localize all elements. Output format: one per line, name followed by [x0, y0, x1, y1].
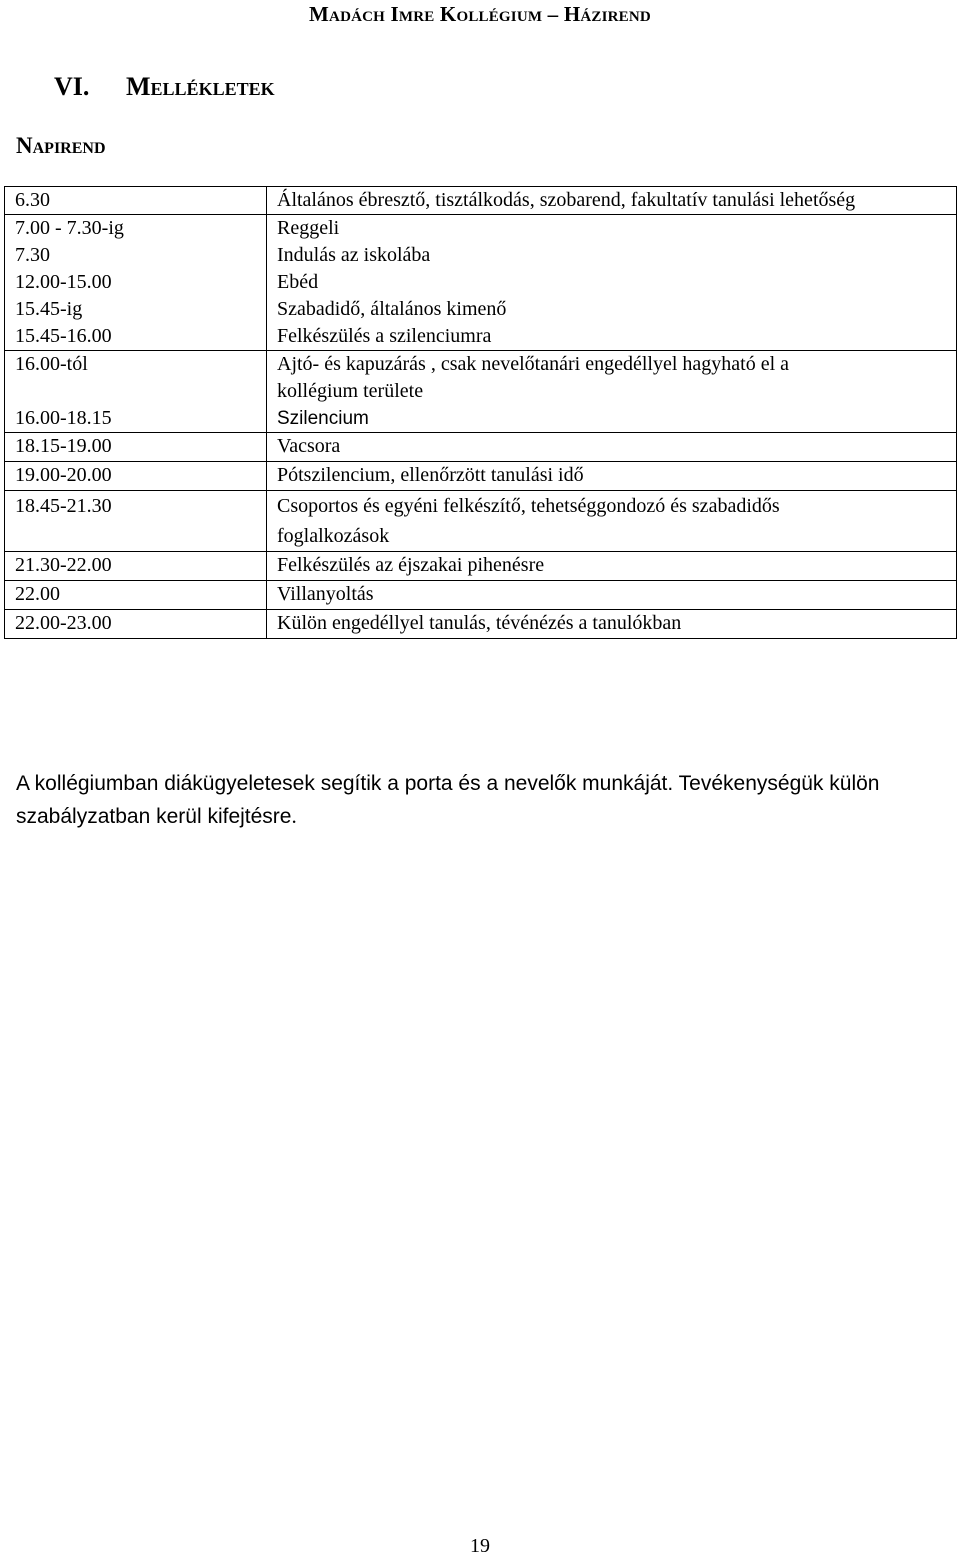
daily-schedule-table — [4, 186, 957, 639]
section-number: VI. — [54, 72, 90, 101]
table-row — [5, 187, 957, 215]
activity-cell — [267, 215, 957, 351]
time-cell: 18.45-21.30 — [5, 491, 267, 552]
table-row-group — [5, 351, 957, 433]
section-heading — [54, 72, 275, 102]
activity-entry-continued: kollégium területe — [277, 380, 424, 402]
running-header: Madách Imre Kollégium – Házirend — [309, 2, 651, 26]
activity-cell: Pótszilencium, ellenőrzött tanulási idő — [267, 462, 957, 491]
activity-cell: Felkészülés az éjszakai pihenésre — [267, 552, 957, 581]
footer-note — [16, 767, 951, 833]
time-entry: 7.00 - 7.30-ig — [15, 217, 124, 239]
time-cell — [5, 215, 267, 351]
activity-entry: Szilencium — [277, 408, 369, 429]
activity-entry: Ajtó- és kapuzárás , csak nevelőtanári engedéllyel hagyható el a — [277, 353, 790, 375]
activity-cell — [267, 351, 957, 433]
table-row-group — [5, 215, 957, 351]
page-number: 19 — [470, 1535, 490, 1557]
activity-cell: Villanyoltás — [267, 581, 957, 610]
time-entry: 16.00-tól — [15, 353, 88, 375]
table-row — [5, 610, 957, 639]
time-entry: 15.45-16.00 — [15, 325, 112, 347]
time-cell: 6.30 — [5, 187, 267, 215]
activity-cell: Általános ébresztő, tisztálkodás, szobarend, fakultatív tanulási lehetőség — [267, 187, 957, 215]
table-row — [5, 462, 957, 491]
table-row — [5, 491, 957, 552]
time-cell: 22.00-23.00 — [5, 610, 267, 639]
time-cell: 22.00 — [5, 581, 267, 610]
time-cell: 18.15-19.00 — [5, 433, 267, 462]
time-entry: 7.30 — [15, 244, 50, 266]
time-cell: 21.30-22.00 — [5, 552, 267, 581]
table-row — [5, 433, 957, 462]
activity-entry: Reggeli — [277, 217, 340, 239]
time-entry: 16.00-18.15 — [15, 407, 112, 429]
activity-entry: Ebéd — [277, 271, 319, 293]
time-entry: 15.45-ig — [15, 298, 83, 320]
section-title: Mellékletek — [126, 72, 275, 101]
footer-note-period: . — [291, 804, 297, 828]
table-row — [5, 552, 957, 581]
activity-cell: Csoportos és egyéni felkészítő, tehetséggondozó és szabadidős foglalkozások — [267, 491, 957, 552]
time-cell: 19.00-20.00 — [5, 462, 267, 491]
activity-entry: Indulás az iskolába — [277, 244, 431, 266]
footer-note-text: A kollégiumban diákügyeletesek segítik a porta és a nevelők munkáját. Tevékenységük külön szabályzatban kerül kifejtésre — [16, 772, 880, 828]
table-row — [5, 581, 957, 610]
schedule-heading: Napirend — [16, 133, 106, 158]
activity-cell: Vacsora — [267, 433, 957, 462]
time-entry: 12.00-15.00 — [15, 271, 112, 293]
activity-entry: Felkészülés a szilenciumra — [277, 325, 492, 347]
time-cell — [5, 351, 267, 433]
activity-cell: Külön engedéllyel tanulás, tévénézés a tanulókban — [267, 610, 957, 639]
activity-entry: Szabadidő, általános kimenő — [277, 298, 507, 320]
